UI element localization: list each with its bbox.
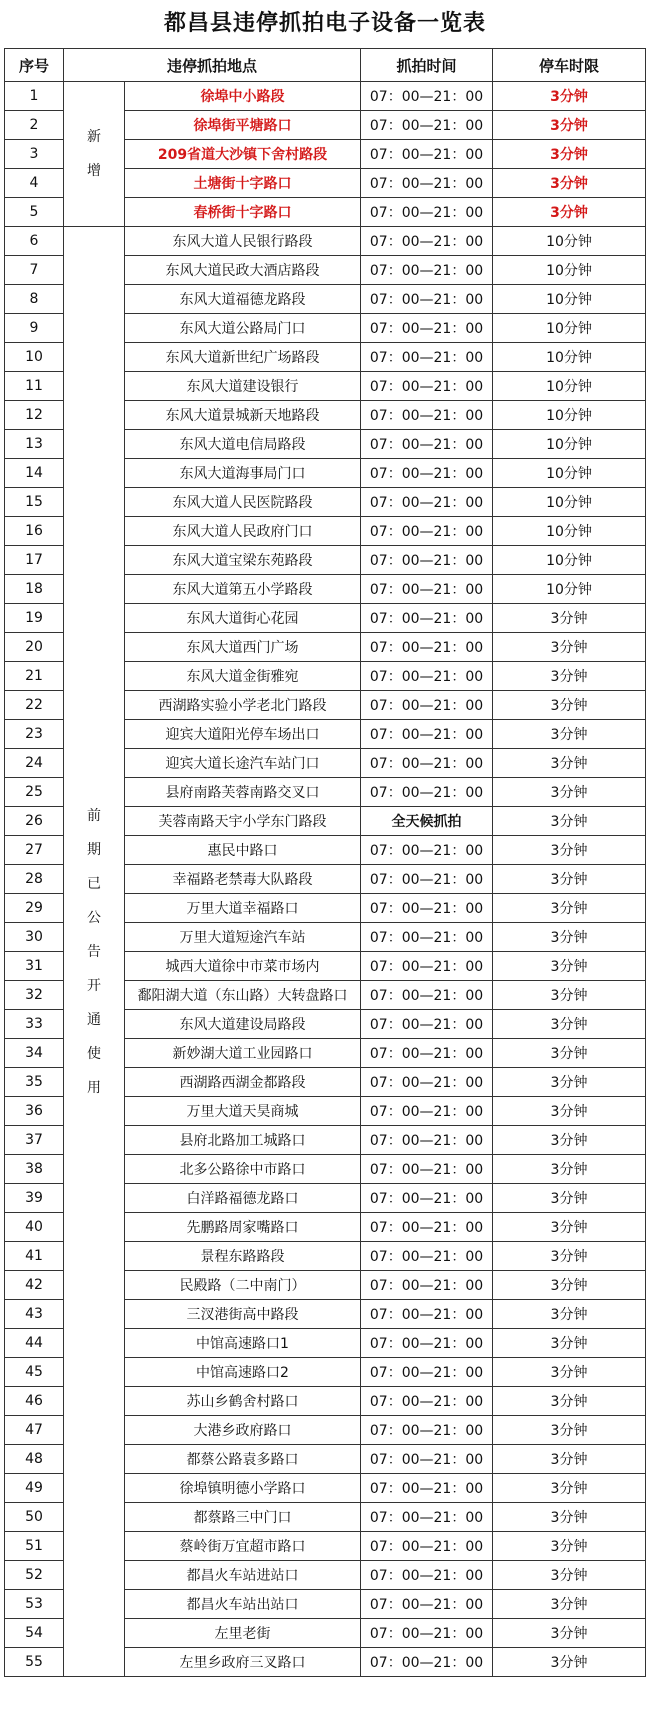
location-cell: 东风大道民政大酒店路段 — [125, 256, 361, 285]
location-cell: 东风大道建设银行 — [125, 372, 361, 401]
limit-cell: 3分钟 — [493, 1039, 646, 1068]
table-row — [5, 227, 646, 256]
row-number: 12 — [5, 401, 64, 430]
time-cell: 07：00—21：00 — [361, 923, 493, 952]
location-cell: 东风大道景城新天地路段 — [125, 401, 361, 430]
header-time: 抓拍时间 — [361, 49, 493, 82]
row-number: 5 — [5, 198, 64, 227]
row-number: 9 — [5, 314, 64, 343]
limit-cell: 3分钟 — [493, 662, 646, 691]
location-cell: 徐埠中小路段 — [125, 82, 361, 111]
limit-cell: 10分钟 — [493, 517, 646, 546]
time-cell: 07：00—21：00 — [361, 82, 493, 111]
location-cell: 左里老街 — [125, 1619, 361, 1648]
time-cell: 07：00—21：00 — [361, 604, 493, 633]
time-cell: 07：00—21：00 — [361, 401, 493, 430]
time-cell: 07：00—21：00 — [361, 372, 493, 401]
time-cell: 07：00—21：00 — [361, 633, 493, 662]
limit-cell: 3分钟 — [493, 1474, 646, 1503]
time-cell: 07：00—21：00 — [361, 111, 493, 140]
row-number: 15 — [5, 488, 64, 517]
limit-cell: 10分钟 — [493, 430, 646, 459]
row-number: 31 — [5, 952, 64, 981]
header-location: 违停抓拍地点 — [64, 49, 361, 82]
location-cell: 东风大道海事局门口 — [125, 459, 361, 488]
limit-cell: 3分钟 — [493, 836, 646, 865]
location-cell: 都昌火车站出站口 — [125, 1590, 361, 1619]
row-number: 1 — [5, 82, 64, 111]
limit-cell: 3分钟 — [493, 1445, 646, 1474]
location-cell: 土塘街十字路口 — [125, 169, 361, 198]
row-number: 23 — [5, 720, 64, 749]
limit-cell: 10分钟 — [493, 546, 646, 575]
row-number: 22 — [5, 691, 64, 720]
row-number: 37 — [5, 1126, 64, 1155]
row-number: 29 — [5, 894, 64, 923]
row-number: 52 — [5, 1561, 64, 1590]
row-number: 11 — [5, 372, 64, 401]
location-cell: 徐埠镇明德小学路口 — [125, 1474, 361, 1503]
location-cell: 东风大道金街雅宛 — [125, 662, 361, 691]
limit-cell: 3分钟 — [493, 82, 646, 111]
location-cell: 万里大道天昊商城 — [125, 1097, 361, 1126]
time-cell: 07：00—21：00 — [361, 1184, 493, 1213]
location-cell: 万里大道幸福路口 — [125, 894, 361, 923]
location-cell: 东风大道公路局门口 — [125, 314, 361, 343]
time-cell: 07：00—21：00 — [361, 227, 493, 256]
limit-cell: 3分钟 — [493, 749, 646, 778]
row-number: 32 — [5, 981, 64, 1010]
limit-cell: 3分钟 — [493, 894, 646, 923]
time-cell: 07：00—21：00 — [361, 140, 493, 169]
limit-cell: 10分钟 — [493, 401, 646, 430]
time-cell: 07：00—21：00 — [361, 1213, 493, 1242]
limit-cell: 10分钟 — [493, 372, 646, 401]
limit-cell: 3分钟 — [493, 111, 646, 140]
row-number: 34 — [5, 1039, 64, 1068]
time-cell: 07：00—21：00 — [361, 1503, 493, 1532]
location-cell: 中馆高速路口1 — [125, 1329, 361, 1358]
time-cell: 07：00—21：00 — [361, 1474, 493, 1503]
location-cell: 左里乡政府三叉路口 — [125, 1648, 361, 1677]
row-number: 36 — [5, 1097, 64, 1126]
limit-cell: 3分钟 — [493, 1387, 646, 1416]
row-number: 28 — [5, 865, 64, 894]
row-number: 42 — [5, 1271, 64, 1300]
location-cell: 万里大道短途汽车站 — [125, 923, 361, 952]
location-cell: 春桥街十字路口 — [125, 198, 361, 227]
time-cell: 07：00—21：00 — [361, 575, 493, 604]
time-cell: 07：00—21：00 — [361, 662, 493, 691]
limit-cell: 3分钟 — [493, 1358, 646, 1387]
limit-cell: 3分钟 — [493, 691, 646, 720]
time-cell: 07：00—21：00 — [361, 198, 493, 227]
time-cell: 07：00—21：00 — [361, 1271, 493, 1300]
header-limit: 停车时限 — [493, 49, 646, 82]
time-cell: 07：00—21：00 — [361, 1126, 493, 1155]
row-number: 33 — [5, 1010, 64, 1039]
location-cell: 东风大道人民医院路段 — [125, 488, 361, 517]
location-cell: 先鹏路周家嘴路口 — [125, 1213, 361, 1242]
row-number: 40 — [5, 1213, 64, 1242]
time-cell: 07：00—21：00 — [361, 894, 493, 923]
time-cell: 07：00—21：00 — [361, 1358, 493, 1387]
row-number: 35 — [5, 1068, 64, 1097]
row-number: 46 — [5, 1387, 64, 1416]
time-cell: 07：00—21：00 — [361, 1445, 493, 1474]
time-cell: 07：00—21：00 — [361, 256, 493, 285]
header-seq: 序号 — [5, 49, 64, 82]
limit-cell: 3分钟 — [493, 952, 646, 981]
limit-cell: 3分钟 — [493, 1503, 646, 1532]
category-label: 新增 — [87, 129, 101, 179]
limit-cell: 3分钟 — [493, 1010, 646, 1039]
location-cell: 幸福路老禁毒大队路段 — [125, 865, 361, 894]
location-cell: 迎宾大道长途汽车站门口 — [125, 749, 361, 778]
row-number: 6 — [5, 227, 64, 256]
location-cell: 城西大道徐中市菜市场内 — [125, 952, 361, 981]
location-cell: 都昌火车站进站口 — [125, 1561, 361, 1590]
location-cell: 东风大道人民政府门口 — [125, 517, 361, 546]
time-cell: 07：00—21：00 — [361, 1039, 493, 1068]
limit-cell: 3分钟 — [493, 198, 646, 227]
limit-cell: 10分钟 — [493, 314, 646, 343]
time-cell: 07：00—21：00 — [361, 1532, 493, 1561]
limit-cell: 3分钟 — [493, 1097, 646, 1126]
category-cell — [64, 82, 125, 227]
location-cell: 东风大道西门广场 — [125, 633, 361, 662]
limit-cell: 3分钟 — [493, 140, 646, 169]
limit-cell: 3分钟 — [493, 981, 646, 1010]
location-cell: 东风大道新世纪广场路段 — [125, 343, 361, 372]
time-cell: 07：00—21：00 — [361, 720, 493, 749]
row-number: 44 — [5, 1329, 64, 1358]
limit-cell: 3分钟 — [493, 923, 646, 952]
location-cell: 大港乡政府路口 — [125, 1416, 361, 1445]
time-cell: 07：00—21：00 — [361, 1387, 493, 1416]
limit-cell: 3分钟 — [493, 1271, 646, 1300]
location-cell: 三汊港街高中路段 — [125, 1300, 361, 1329]
location-cell: 迎宾大道阳光停车场出口 — [125, 720, 361, 749]
time-cell: 07：00—21：00 — [361, 546, 493, 575]
limit-cell: 3分钟 — [493, 1213, 646, 1242]
limit-cell: 3分钟 — [493, 1155, 646, 1184]
location-cell: 东风大道街心花园 — [125, 604, 361, 633]
time-cell: 07：00—21：00 — [361, 1416, 493, 1445]
location-cell: 209省道大沙镇下舍村路段 — [125, 140, 361, 169]
time-cell: 07：00—21：00 — [361, 1242, 493, 1271]
limit-cell: 3分钟 — [493, 633, 646, 662]
row-number: 55 — [5, 1648, 64, 1677]
location-cell: 鄱阳湖大道（东山路）大转盘路口 — [125, 981, 361, 1010]
row-number: 21 — [5, 662, 64, 691]
time-cell: 07：00—21：00 — [361, 691, 493, 720]
device-table — [4, 48, 646, 1677]
limit-cell: 3分钟 — [493, 1329, 646, 1358]
row-number: 47 — [5, 1416, 64, 1445]
time-cell: 07：00—21：00 — [361, 778, 493, 807]
time-cell: 07：00—21：00 — [361, 517, 493, 546]
location-cell: 东风大道电信局路段 — [125, 430, 361, 459]
row-number: 13 — [5, 430, 64, 459]
time-cell: 07：00—21：00 — [361, 430, 493, 459]
limit-cell: 3分钟 — [493, 865, 646, 894]
row-number: 4 — [5, 169, 64, 198]
time-cell: 07：00—21：00 — [361, 865, 493, 894]
time-cell: 07：00—21：00 — [361, 459, 493, 488]
time-cell: 07：00—21：00 — [361, 836, 493, 865]
row-number: 24 — [5, 749, 64, 778]
location-cell: 东风大道第五小学路段 — [125, 575, 361, 604]
limit-cell: 10分钟 — [493, 575, 646, 604]
row-number: 10 — [5, 343, 64, 372]
row-number: 43 — [5, 1300, 64, 1329]
row-number: 48 — [5, 1445, 64, 1474]
time-cell: 07：00—21：00 — [361, 488, 493, 517]
row-number: 18 — [5, 575, 64, 604]
limit-cell: 3分钟 — [493, 604, 646, 633]
row-number: 26 — [5, 807, 64, 836]
location-cell: 西湖路实验小学老北门路段 — [125, 691, 361, 720]
time-cell: 07：00—21：00 — [361, 1068, 493, 1097]
time-cell: 07：00—21：00 — [361, 1097, 493, 1126]
location-cell: 民殿路（二中南门） — [125, 1271, 361, 1300]
limit-cell: 10分钟 — [493, 256, 646, 285]
limit-cell: 3分钟 — [493, 1416, 646, 1445]
limit-cell: 3分钟 — [493, 1242, 646, 1271]
table-row — [5, 82, 646, 111]
limit-cell: 10分钟 — [493, 459, 646, 488]
location-cell: 白洋路福德龙路口 — [125, 1184, 361, 1213]
page-title: 都昌县违停抓拍电子设备一览表 — [163, 11, 486, 36]
time-cell: 07：00—21：00 — [361, 1561, 493, 1590]
row-number: 2 — [5, 111, 64, 140]
row-number: 8 — [5, 285, 64, 314]
row-number: 16 — [5, 517, 64, 546]
location-cell: 惠民中路口 — [125, 836, 361, 865]
row-number: 19 — [5, 604, 64, 633]
location-cell: 西湖路西湖金都路段 — [125, 1068, 361, 1097]
location-cell: 县府南路芙蓉南路交叉口 — [125, 778, 361, 807]
row-number: 53 — [5, 1590, 64, 1619]
location-cell: 东风大道福德龙路段 — [125, 285, 361, 314]
row-number: 51 — [5, 1532, 64, 1561]
limit-cell: 3分钟 — [493, 1184, 646, 1213]
row-number: 25 — [5, 778, 64, 807]
time-cell: 07：00—21：00 — [361, 981, 493, 1010]
category-cell — [64, 227, 125, 1677]
time-cell: 07：00—21：00 — [361, 1155, 493, 1184]
row-number: 49 — [5, 1474, 64, 1503]
location-cell: 徐埠街平塘路口 — [125, 111, 361, 140]
time-cell: 07：00—21：00 — [361, 1590, 493, 1619]
row-number: 50 — [5, 1503, 64, 1532]
location-cell: 东风大道人民银行路段 — [125, 227, 361, 256]
limit-cell: 3分钟 — [493, 1068, 646, 1097]
location-cell: 苏山乡鹤舍村路口 — [125, 1387, 361, 1416]
location-cell: 东风大道宝梁东苑路段 — [125, 546, 361, 575]
limit-cell: 3分钟 — [493, 1532, 646, 1561]
time-cell: 07：00—21：00 — [361, 285, 493, 314]
limit-cell: 3分钟 — [493, 1590, 646, 1619]
location-cell: 都蔡公路袁多路口 — [125, 1445, 361, 1474]
location-cell: 景程东路路段 — [125, 1242, 361, 1271]
row-number: 14 — [5, 459, 64, 488]
limit-cell: 10分钟 — [493, 285, 646, 314]
location-cell: 新妙湖大道工业园路口 — [125, 1039, 361, 1068]
category-label: 前期已公告开通使用 — [87, 807, 101, 1096]
row-number: 27 — [5, 836, 64, 865]
row-number: 39 — [5, 1184, 64, 1213]
limit-cell: 3分钟 — [493, 1561, 646, 1590]
time-cell: 07：00—21：00 — [361, 1300, 493, 1329]
table-body — [5, 82, 646, 1677]
time-cell: 07：00—21：00 — [361, 1010, 493, 1039]
time-cell: 07：00—21：00 — [361, 749, 493, 778]
table-header-row — [5, 49, 646, 82]
row-number: 17 — [5, 546, 64, 575]
location-cell: 北多公路徐中市路口 — [125, 1155, 361, 1184]
location-cell: 县府北路加工城路口 — [125, 1126, 361, 1155]
time-cell: 07：00—21：00 — [361, 952, 493, 981]
row-number: 20 — [5, 633, 64, 662]
row-number: 41 — [5, 1242, 64, 1271]
limit-cell: 3分钟 — [493, 1648, 646, 1677]
location-cell: 都蔡路三中门口 — [125, 1503, 361, 1532]
limit-cell: 3分钟 — [493, 169, 646, 198]
time-cell: 07：00—21：00 — [361, 169, 493, 198]
limit-cell: 3分钟 — [493, 807, 646, 836]
row-number: 38 — [5, 1155, 64, 1184]
limit-cell: 3分钟 — [493, 778, 646, 807]
row-number: 7 — [5, 256, 64, 285]
row-number: 45 — [5, 1358, 64, 1387]
location-cell: 东风大道建设局路段 — [125, 1010, 361, 1039]
limit-cell: 10分钟 — [493, 227, 646, 256]
time-cell: 07：00—21：00 — [361, 314, 493, 343]
limit-cell: 3分钟 — [493, 1300, 646, 1329]
row-number: 54 — [5, 1619, 64, 1648]
time-cell: 全天候抓拍 — [361, 807, 493, 836]
limit-cell: 10分钟 — [493, 488, 646, 517]
time-cell: 07：00—21：00 — [361, 1648, 493, 1677]
time-cell: 07：00—21：00 — [361, 1619, 493, 1648]
time-cell: 07：00—21：00 — [361, 1329, 493, 1358]
limit-cell: 3分钟 — [493, 1126, 646, 1155]
limit-cell: 3分钟 — [493, 1619, 646, 1648]
limit-cell: 10分钟 — [493, 343, 646, 372]
row-number: 3 — [5, 140, 64, 169]
location-cell: 中馆高速路口2 — [125, 1358, 361, 1387]
row-number: 30 — [5, 923, 64, 952]
limit-cell: 3分钟 — [493, 720, 646, 749]
time-cell: 07：00—21：00 — [361, 343, 493, 372]
location-cell: 芙蓉南路天宇小学东门路段 — [125, 807, 361, 836]
location-cell: 蔡岭街万宜超市路口 — [125, 1532, 361, 1561]
